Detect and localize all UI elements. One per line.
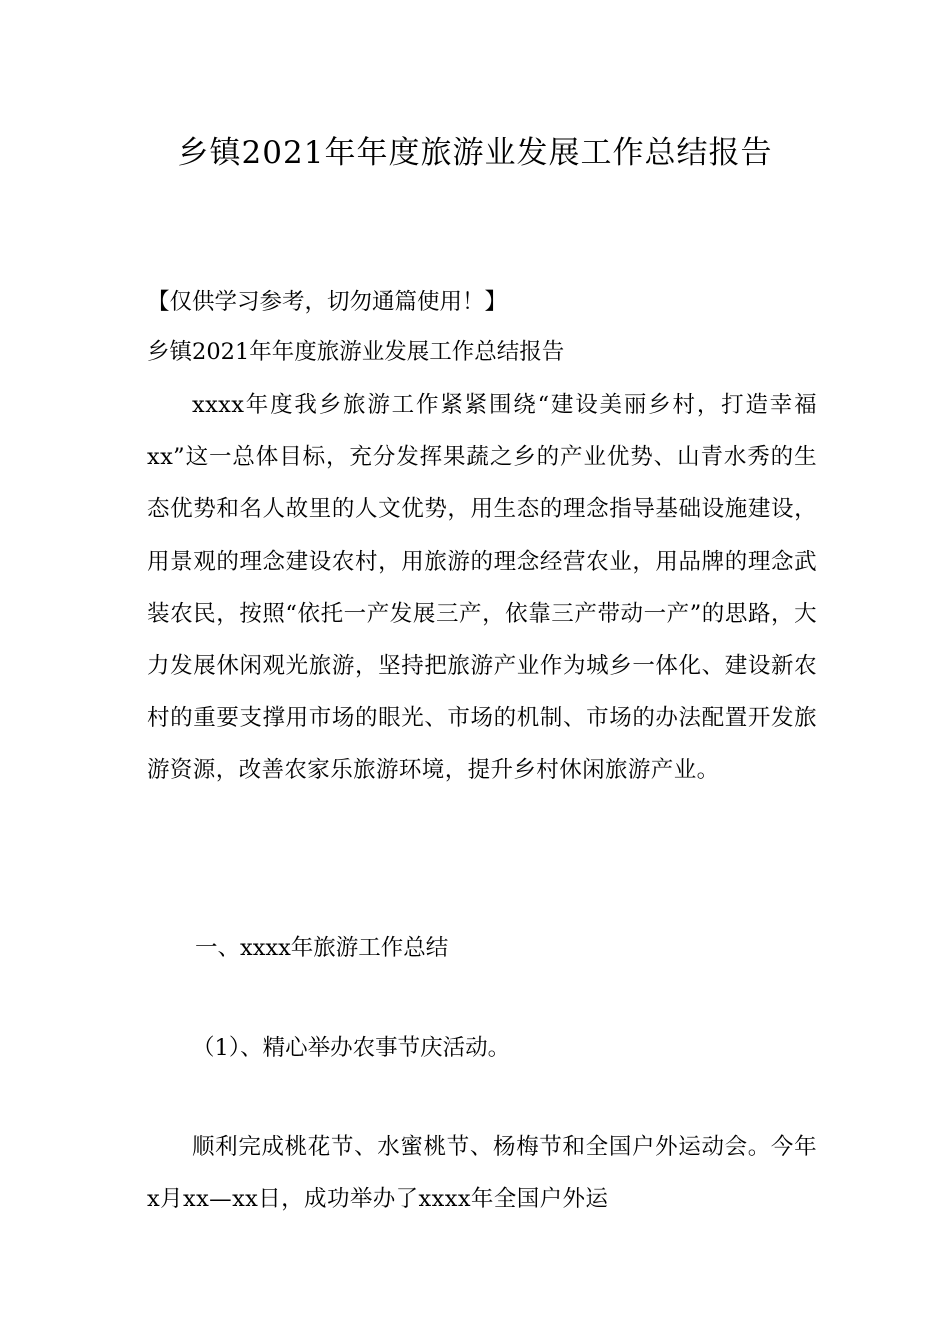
- subsection-paragraph: 顺利完成桃花节、水蜜桃节、杨梅节和全国户外运动会。今年 x月xx—xx日，成功举办了xxxx年全国户外运: [147, 1134, 817, 1213]
- section-heading: 一、xxxx年旅游工作总结: [195, 935, 449, 961]
- subsection-heading: （1）、精心举办农事节庆活动。: [192, 1035, 511, 1061]
- usage-notice: 【仅供学习参考，切勿通篇使用！】: [147, 289, 508, 315]
- intro-paragraph: xxxx年度我乡旅游工作紧紧围绕“建设美丽乡村，打造幸福xx”这一总体目标，充分发挥果蔬之乡的产业优势、山青水秀的生态优势和名人故里的人文优势，用生态的理念指导基础设施建设，用景观的理念建设农村，用旅游的理念经营农业，用品牌的理念武装农民，按照“依托一产发展三产，依靠三产带动一产”的思路，大力发展休闲观光旅游，坚持把旅游产业作为城乡一体化、建设新农村的重要支撑用市场的眼光、市场的机制、市场的办法配置开发旅游资源，改善农家乐旅游环境，提升乡村休闲旅游产业。: [147, 392, 817, 784]
- document-subtitle: 乡镇2021年年度旅游业发展工作总结报告: [147, 339, 565, 365]
- document-title: 乡镇2021年年度旅游业发展工作总结报告: [177, 135, 773, 171]
